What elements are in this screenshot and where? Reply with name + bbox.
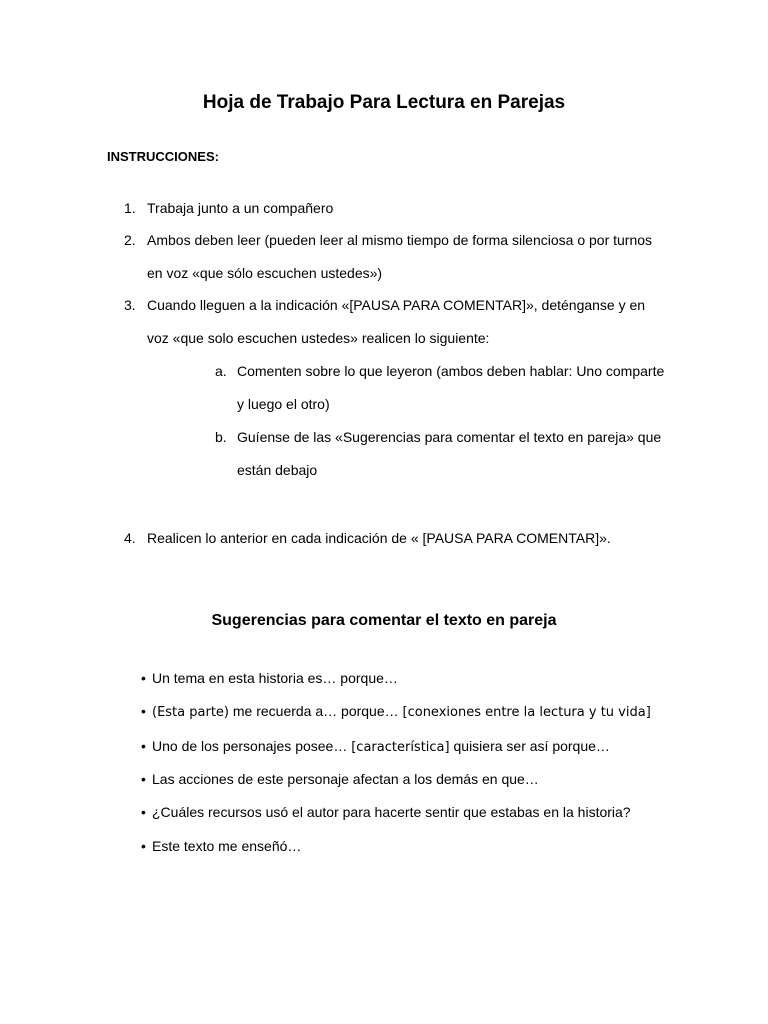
bullet-icon: • — [141, 703, 146, 719]
bullet-icon: • — [141, 670, 146, 686]
suggestion-item — [141, 669, 398, 687]
step-2-line-2: en voz «que sólo escuchen ustedes») — [147, 265, 383, 281]
step-3-line-1: Cuando lleguen a la indicación «[PAUSA PARA COMENTAR]», deténganse y en — [147, 297, 646, 313]
suggestion-item — [141, 770, 539, 788]
suggestion-text-part: Uno de los personajes posee… — [152, 738, 352, 754]
step-3-number: 3. — [124, 297, 136, 313]
substep-a-letter: a. — [215, 363, 227, 379]
suggestion-text-part: (Esta parte) — [152, 705, 229, 720]
bullet-icon: • — [141, 771, 146, 787]
suggestion-item — [141, 737, 610, 757]
suggestion-item — [141, 702, 651, 722]
document-title: Hoja de Trabajo Para Lectura en Parejas — [202, 92, 566, 113]
substep-b-letter: b. — [215, 429, 227, 445]
substep-b-line-1: Guíense de las «Sugerencias para comentar el texto en pareja» que — [237, 429, 662, 445]
step-2-number: 2. — [124, 232, 136, 248]
step-1-number: 1. — [124, 200, 136, 216]
suggestion-text-part: [conexiones entre la lectura y tu vida] — [402, 705, 651, 720]
suggestion-item — [141, 837, 301, 855]
suggestions-title: Sugerencias para comentar el texto en pareja — [211, 612, 557, 629]
instructions-heading: INSTRUCCIONES: — [107, 149, 219, 164]
suggestion-text-part: [característica] — [351, 740, 450, 755]
step-3-line-2: voz «que solo escuchen ustedes» realicen lo siguiente: — [147, 330, 490, 346]
substep-a-line-1: Comenten sobre lo que leyeron (ambos deben hablar: Uno comparte — [237, 363, 665, 379]
substep-a-line-2: y luego el otro) — [237, 396, 330, 412]
suggestion-text: Este texto me enseñó… — [152, 838, 302, 854]
step-4-number: 4. — [124, 530, 136, 546]
substep-b-line-2: están debajo — [237, 462, 318, 478]
step-1-line-1: Trabaja junto a un compañero — [147, 200, 334, 216]
step-2-line-1: Ambos deben leer (pueden leer al mismo tiempo de forma silenciosa o por turnos — [147, 232, 653, 248]
bullet-icon: • — [141, 804, 146, 820]
bullet-icon: • — [141, 738, 146, 754]
step-4-line-1: Realicen lo anterior en cada indicación de « [PAUSA PARA COMENTAR]». — [147, 530, 611, 546]
suggestion-text-part: quisiera ser así porque… — [449, 738, 610, 754]
suggestion-text: Las acciones de este personaje afectan a los demás en que… — [152, 771, 539, 787]
suggestion-text: ¿Cuáles recursos usó el autor para hacerte sentir que estabas en la historia? — [152, 804, 631, 820]
suggestion-text-part: me recuerda a… porque… — [228, 703, 403, 719]
suggestion-text: Un tema en esta historia es… porque… — [152, 670, 398, 686]
suggestion-item — [141, 803, 631, 821]
bullet-icon: • — [141, 838, 146, 854]
